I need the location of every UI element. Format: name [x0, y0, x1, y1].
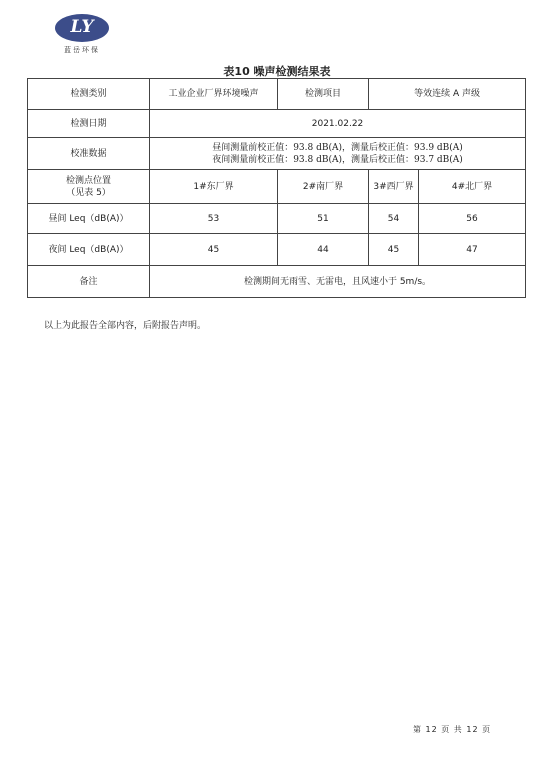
- row-label-night-leq: 夜间 Leq（dB(A)）: [28, 234, 150, 266]
- item-value: 等效连续 A 声级: [369, 79, 526, 110]
- table-row: [28, 266, 526, 298]
- day-leq-3: 54: [369, 204, 419, 234]
- table-row: [28, 234, 526, 266]
- closing-note: 以上为此报告全部内容，后附报告声明。: [44, 321, 207, 331]
- table-row: [28, 170, 526, 204]
- night-leq-3: 45: [369, 234, 419, 266]
- logo-mark-text: LY: [70, 17, 94, 37]
- calibration-data: [150, 138, 526, 170]
- point-2: 2#南厂界: [278, 170, 369, 204]
- night-leq-4: 47: [419, 234, 526, 266]
- point-3: 3#西厂界: [369, 170, 419, 204]
- day-leq-1: 53: [150, 204, 278, 234]
- table-row: [28, 79, 526, 110]
- remarks-value: 检测期间无雨雪、无雷电，且风速小于 5m/s。: [150, 266, 526, 298]
- table-row: [28, 138, 526, 170]
- row-label-calibration: 校准数据: [28, 138, 150, 170]
- row-label-date: 检测日期: [28, 110, 150, 138]
- row-label-day-leq: 昼间 Leq（dB(A)）: [28, 204, 150, 234]
- table-row: [28, 110, 526, 138]
- table-title: 表10 噪声检测结果表: [223, 65, 331, 78]
- row-label-item: 检测项目: [278, 79, 369, 110]
- row-label-remarks: 备注: [28, 266, 150, 298]
- table-row: [28, 204, 526, 234]
- category-value: 工业企业厂界环境噪声: [150, 79, 278, 110]
- night-leq-2: 44: [278, 234, 369, 266]
- row-label-category: 检测类别: [28, 79, 150, 110]
- company-logo: [52, 14, 112, 58]
- noise-results-table: [27, 78, 526, 298]
- page-number: 第 12 页 共 12 页: [413, 725, 492, 734]
- logo-mark: [55, 14, 109, 42]
- point-4: 4#北厂界: [419, 170, 526, 204]
- row-label-points: [28, 170, 150, 204]
- night-leq-1: 45: [150, 234, 278, 266]
- day-leq-2: 51: [278, 204, 369, 234]
- points-label-line1: 检测点位置: [65, 175, 111, 186]
- day-leq-4: 56: [419, 204, 526, 234]
- calibration-night-line: 夜间测量前校正值：93.8 dB(A)，测量后校正值：93.7 dB(A): [212, 154, 463, 165]
- date-value: 2021.02.22: [150, 110, 526, 138]
- point-1: 1#东厂界: [150, 170, 278, 204]
- logo-company-name: 蓝岳环保: [64, 46, 100, 54]
- calibration-day-line: 昼间测量前校正值：93.8 dB(A)，测量后校正值：93.9 dB(A): [212, 142, 463, 153]
- points-label-line2: （见表 5）: [66, 187, 111, 198]
